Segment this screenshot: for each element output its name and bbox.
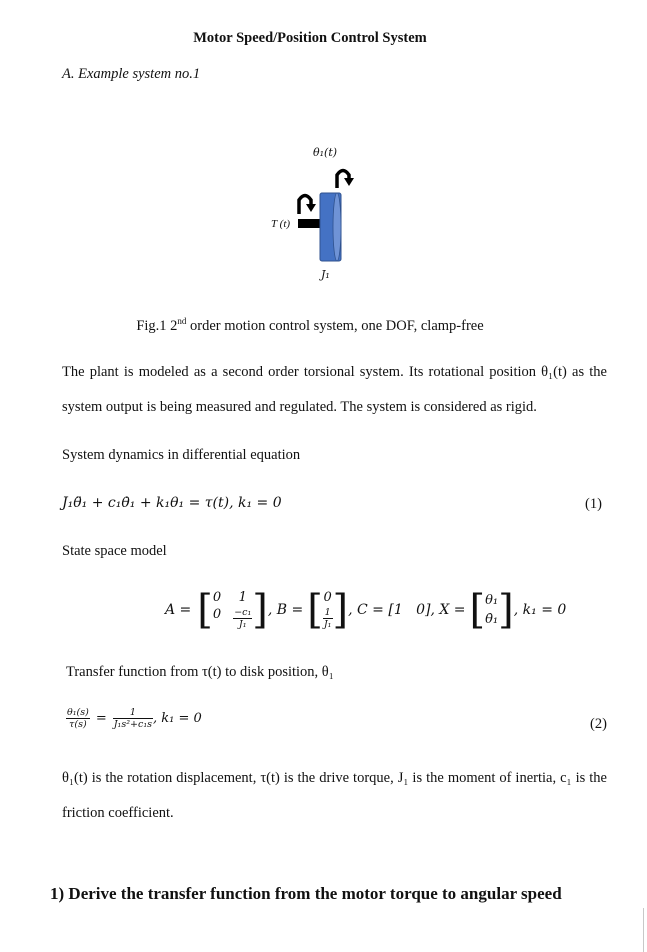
caption-suffix: order motion control system, one DOF, clamp-free [186, 317, 484, 334]
page-title: Motor Speed/Position Control System [193, 30, 427, 46]
state-space-equation: A = [ 0 1 0 $\frac{\text{−c₁}}{\text{J₁}}$ ] , B = [ 0 $\frac{1}{\text{J₁}}$ ] , C = [1 0], X = [ θ₁ θ̇₁ ] , k₁ = 0 [165, 587, 567, 633]
matrix-a-label: A = [165, 602, 192, 618]
paragraph-definitions: θ₁(t) is the rotation displacement, τ(t) is the drive torque, J₁ is the moment of inertia, c₁ is the friction coefficient. [62, 770, 607, 821]
tf-rhs: $\frac{1}{\text{J₁s²+c₁s}}$ [113, 707, 152, 730]
shaft [298, 219, 320, 228]
rotation-arrow-left-head [306, 204, 316, 212]
caption-sup: nd [177, 316, 187, 326]
matrix-a-11: 0 [212, 590, 222, 605]
tf-tail: , k₁ = 0 [153, 711, 202, 726]
state-space-k: , k₁ = 0 [513, 602, 567, 618]
matrix-b [323, 590, 333, 630]
torque-label: T (t) [271, 218, 291, 230]
tf-heading: Transfer function from τ(t) to disk position, θ₁ [66, 664, 334, 680]
theta-label: θ₁(t) [313, 146, 338, 159]
vector-x-1: θ₁ [485, 593, 499, 608]
matrix-a-22: $\frac{\text{−c₁}}{\text{J₁}}$ [234, 607, 252, 630]
tf-lhs: $\frac{\text{θ₁(s)}}{\tau(s)}$ [67, 707, 89, 730]
vector-x [485, 593, 498, 627]
figure-1 [0, 0, 647, 300]
equation-1: J₁θ̈₁ + c₁θ̇₁ + k₁θ₁ = τ(t), k₁ = 0 [62, 495, 282, 511]
caption-prefix: Fig.1 2 [136, 317, 178, 334]
section-heading: A. Example system no.1 [62, 66, 201, 82]
matrix-a [213, 590, 252, 630]
equation-2: $\frac{\text{θ₁(s)}}{\tau(s)}$ = $\frac{1}{\text{J₁s²+c₁s}}$ , k₁ = 0 [67, 707, 202, 730]
matrix-b-label: , B = [267, 602, 304, 618]
equation-1-number: (1) [585, 496, 602, 512]
state-space-heading: State space model [62, 543, 167, 559]
matrix-c: , C = [1 0], X = [348, 602, 466, 618]
figure-caption [0, 316, 620, 335]
inertia-label: J₁ [321, 268, 330, 281]
matrix-b-1: 0 [323, 590, 332, 605]
dynamics-heading: System dynamics in differential equation [62, 447, 301, 463]
question-heading: 1) Derive the transfer function from the motor torque to angular speed [50, 884, 562, 903]
equation-2-number: (2) [590, 716, 607, 732]
inertia-disk-face [333, 193, 341, 261]
disk-diagram [285, 160, 365, 280]
matrix-a-21: 0 [212, 607, 222, 622]
matrix-a-12: 1 [238, 590, 247, 605]
scrollbar[interactable] [643, 908, 644, 952]
vector-x-2: θ̇₁ [485, 612, 499, 627]
matrix-b-2: $\frac{1}{\text{J₁}}$ [323, 607, 332, 630]
rotation-arrow-top-head [344, 178, 354, 186]
paragraph-plant: The plant is modeled as a second order torsional system. Its rotational position θ₁(t) as the system output is being measured and regulated. The system is considered as rigid. [62, 364, 607, 415]
